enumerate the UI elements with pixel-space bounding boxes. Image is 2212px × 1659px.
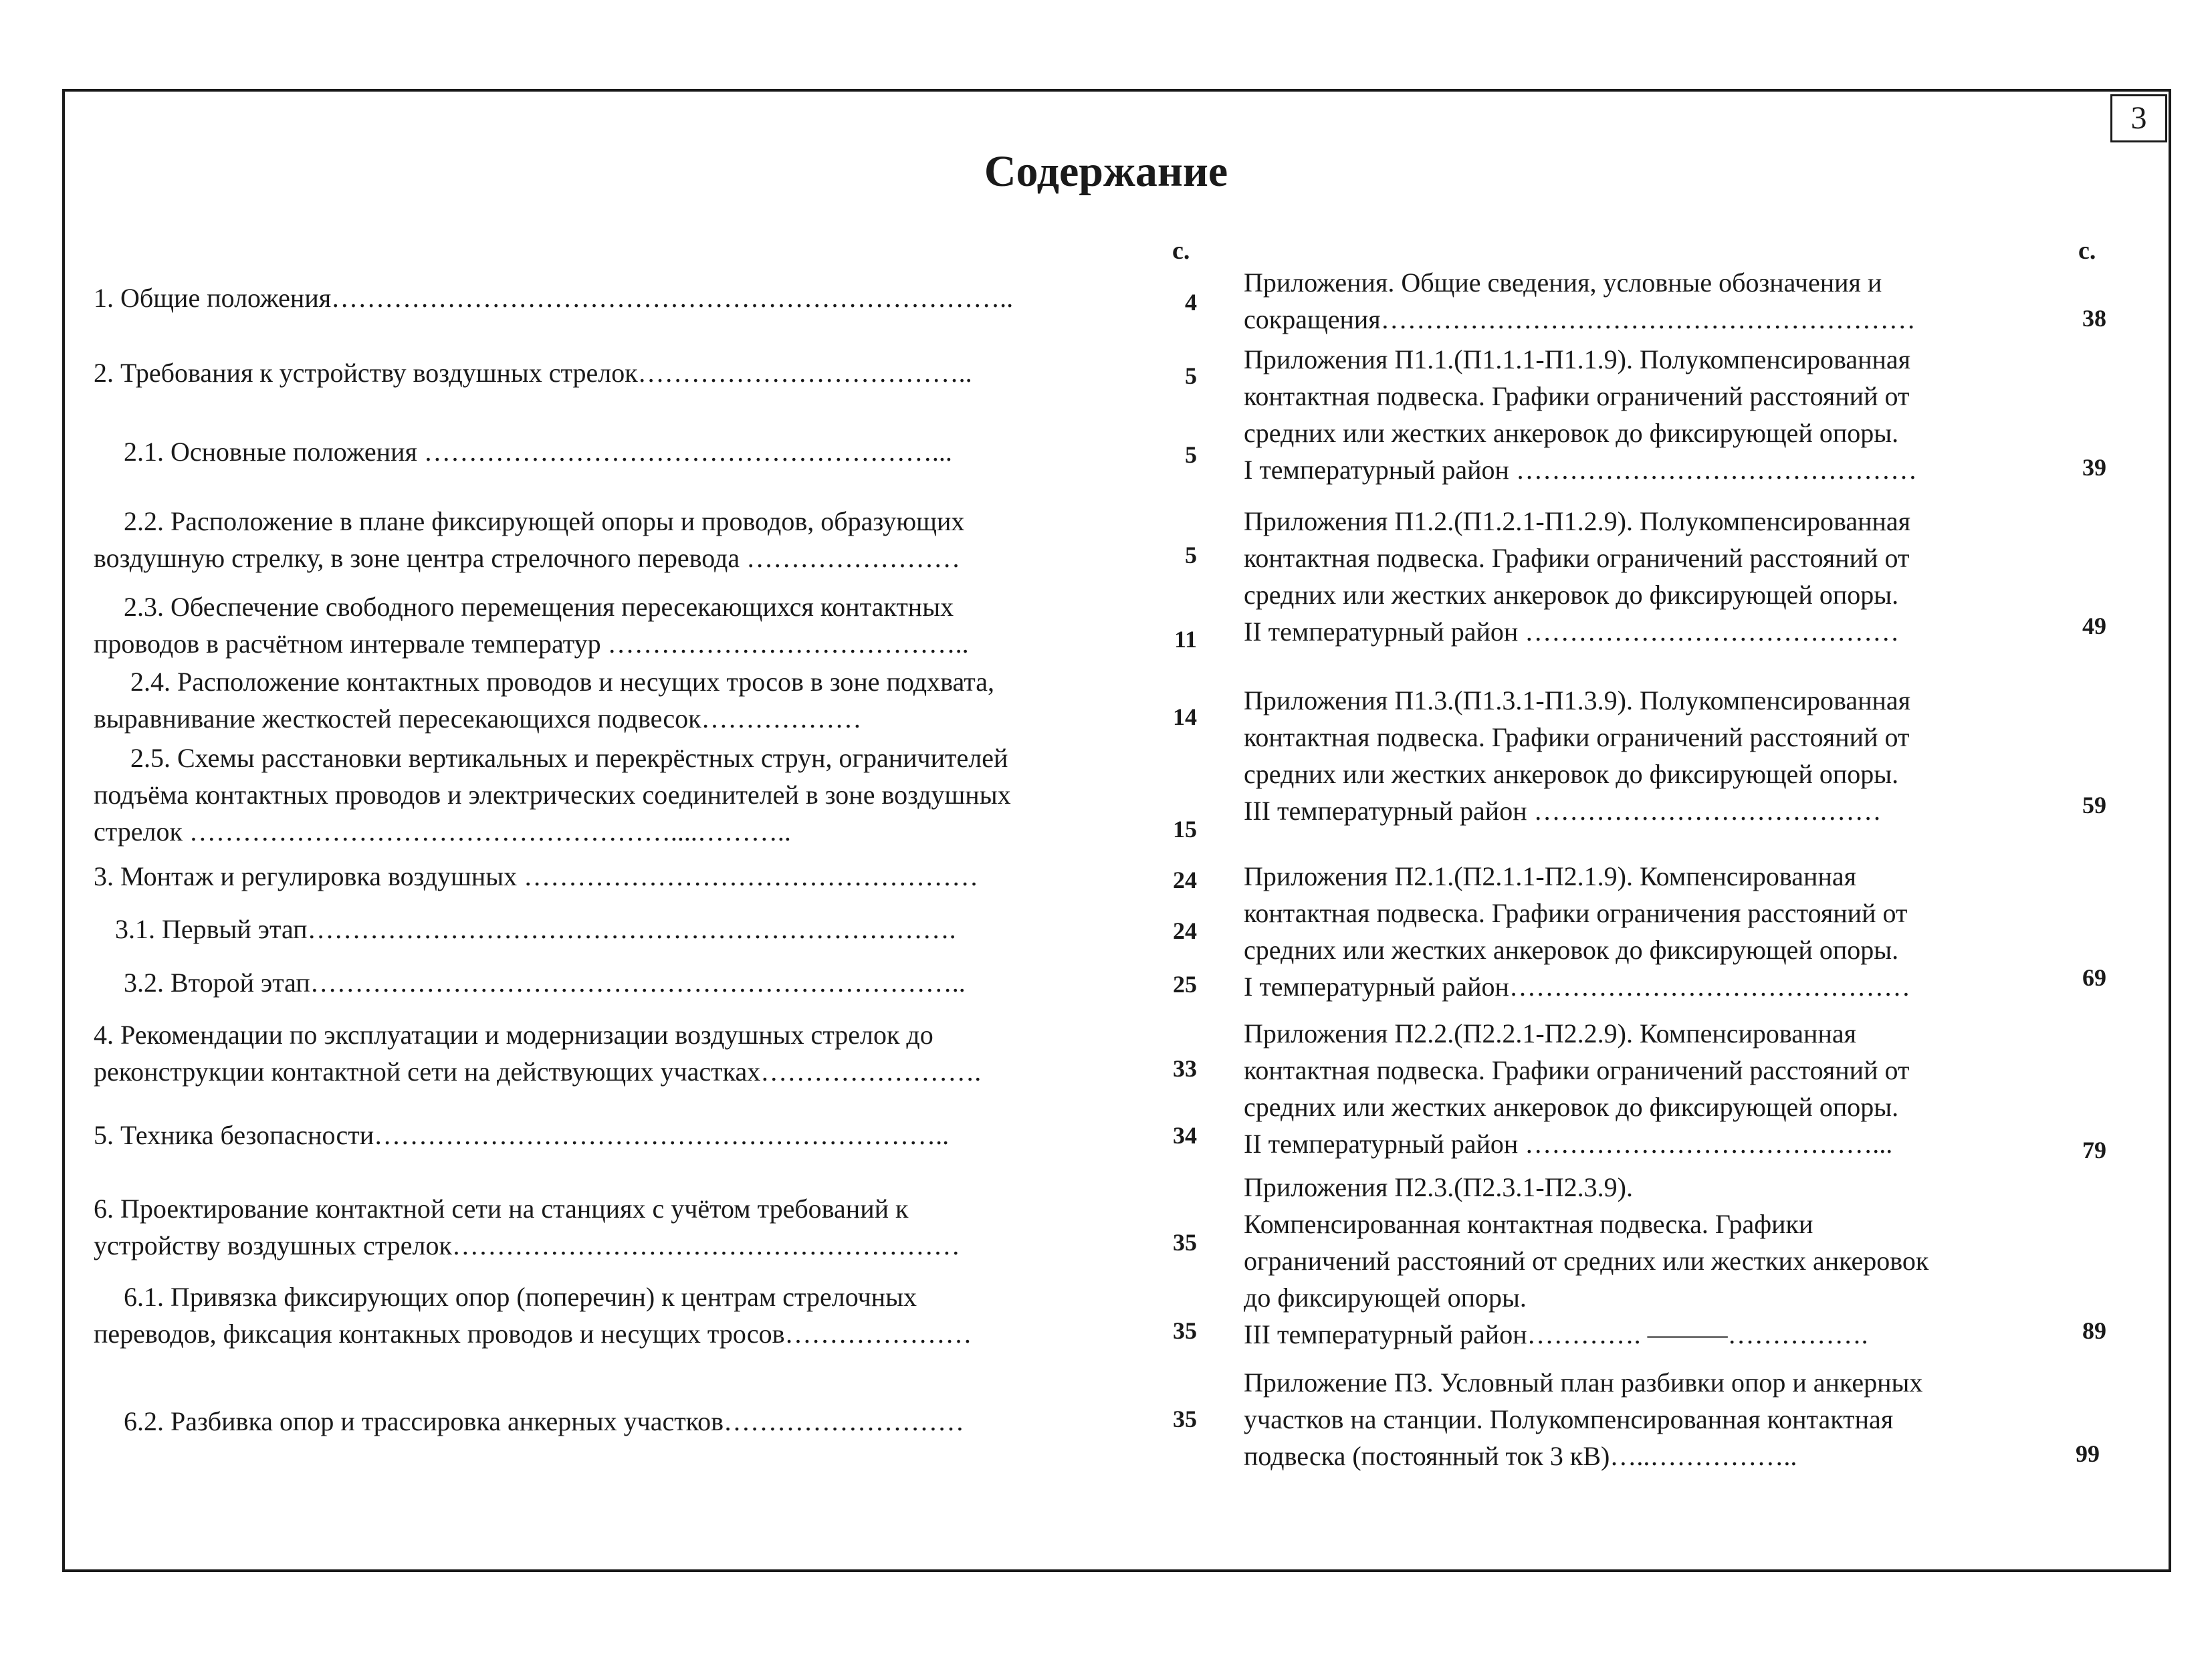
- toc-entry-page: 11: [1174, 626, 1197, 653]
- toc-entry-page: 5: [1185, 362, 1197, 389]
- toc-entry-page: 35: [1173, 1317, 1197, 1344]
- toc-entry-text: реконструкции контактной сети на действующих участках…………………….: [94, 1057, 982, 1087]
- toc-entry-page: 59: [2082, 792, 2106, 818]
- toc-entry-text: контактная подвеска. Графики ограничений расстояний от: [1244, 1055, 1910, 1085]
- toc-entry-text: III температурный район …………………………………: [1244, 796, 1882, 826]
- toc-entry-text: воздушную стрелку, в зоне центра стрелочного перевода ……………………: [94, 543, 961, 573]
- toc-entry-text: сокращения……………………………………………………: [1244, 304, 1916, 334]
- toc-entry-page: 15: [1173, 816, 1197, 843]
- toc-entry[interactable]: [124, 1403, 964, 1440]
- toc-entry[interactable]: [1244, 503, 1910, 650]
- toc-entry-text: Приложение П3. Условный план разбивки опор и анкерных: [1244, 1367, 1923, 1398]
- toc-entry[interactable]: [94, 503, 964, 576]
- toc-entry-text: 2.5. Схемы расстановки вертикальных и перекрёстных струн, ограничителей: [130, 743, 1008, 773]
- toc-entry[interactable]: [94, 858, 978, 895]
- toc-entry-text: проводов в расчётном интервале температур …………………………………..: [94, 629, 969, 659]
- toc-entry-text: Приложения П2.1.(П2.1.1-П2.1.9). Компенсированная: [1244, 861, 1856, 891]
- toc-entry-text: Приложения. Общие сведения, условные обозначения и: [1244, 267, 1882, 298]
- toc-entry[interactable]: [94, 354, 972, 391]
- toc-entry[interactable]: [115, 911, 956, 948]
- toc-entry-text: контактная подвеска. Графики ограничений расстояний от: [1244, 722, 1910, 752]
- toc-entry-page: 5: [1185, 441, 1197, 468]
- toc-entry-text: 6.1. Привязка фиксирующих опор (поперечин) к центрам стрелочных: [124, 1282, 917, 1312]
- toc-entry-text: ограничений расстояний от средних или жестких анкеровок: [1244, 1246, 1929, 1276]
- toc-entry-text: 2.1. Основные положения …………………………………………………...: [124, 437, 952, 467]
- toc-entry-page: 69: [2082, 964, 2106, 991]
- toc-entry-page: 89: [2082, 1317, 2106, 1344]
- toc-entry-text: 3. Монтаж и регулировка воздушных ……………………………………………: [94, 861, 979, 891]
- toc-entry-text: 2. Требования к устройству воздушных стрелок………………………………..: [94, 358, 972, 388]
- toc-entry-page: 24: [1173, 867, 1197, 893]
- toc-entry-page: 34: [1173, 1122, 1197, 1149]
- toc-entry-text: средних или жестких анкеровок до фиксирующей опоры.: [1244, 580, 1899, 610]
- toc-entry-text: подъёма контактных проводов и электрических соединителей в зоне воздушных: [94, 780, 1011, 810]
- toc-entry-text: I температурный район ………………………………………: [1244, 455, 1917, 485]
- toc-entry[interactable]: [94, 1190, 960, 1264]
- toc-entry-text: контактная подвеска. Графики ограничений расстояний от: [1244, 543, 1910, 573]
- toc-entry-page: 5: [1185, 542, 1197, 568]
- toc-entry-text: 2.4. Расположение контактных проводов и несущих тросов в зоне подхвата,: [130, 667, 994, 697]
- toc-entry[interactable]: [1244, 1364, 1922, 1474]
- toc-entry-text: 1. Общие положения…………………………………………………………………..: [94, 283, 1014, 313]
- toc-entry-text: 2.2. Расположение в плане фиксирующей опоры и проводов, образующих: [124, 506, 965, 536]
- toc-entry[interactable]: [1244, 1015, 1909, 1162]
- toc-entry-text: контактная подвеска. Графики ограничения расстояний от: [1244, 898, 1908, 928]
- toc-entry-text: до фиксирующей опоры.: [1244, 1283, 1527, 1313]
- toc-entry[interactable]: [124, 964, 966, 1001]
- toc-entry[interactable]: [94, 663, 994, 737]
- toc-entry-text: средних или жестких анкеровок до фиксирующей опоры.: [1244, 935, 1899, 965]
- toc-entry-page: 25: [1173, 971, 1197, 998]
- toc-entry-text: подвеска (постоянный ток 3 кВ)…..……………..: [1244, 1441, 1797, 1471]
- page-number: 3: [2110, 94, 2167, 142]
- toc-entry-text: Приложения П1.3.(П1.3.1-П1.3.9). Полукомпенсированная: [1244, 685, 1911, 715]
- toc-entry-page: 39: [2082, 454, 2106, 481]
- toc-entry-text: 3.2. Второй этап………………………………………………………………..: [124, 968, 966, 998]
- toc-entry-text: III температурный район…………. ———…………….: [1244, 1319, 1868, 1349]
- toc-entry[interactable]: [94, 280, 1013, 316]
- toc-entry-text: средних или жестких анкеровок до фиксирующей опоры.: [1244, 1092, 1899, 1122]
- toc-entry[interactable]: [1244, 264, 1916, 338]
- toc-entry[interactable]: [1244, 1169, 1928, 1353]
- toc-entry-text: 4. Рекомендации по эксплуатации и модернизации воздушных стрелок до: [94, 1020, 933, 1050]
- toc-entry-text: 3.1. Первый этап……………………………………………………………….: [115, 914, 956, 944]
- toc-entry[interactable]: [124, 433, 952, 470]
- toc-entry[interactable]: [94, 1016, 981, 1090]
- toc-entry-page: 99: [2076, 1440, 2100, 1467]
- toc-entry-text: Компенсированная контактная подвеска. Графики: [1244, 1209, 1813, 1239]
- toc-entry-text: контактная подвеска. Графики ограничений расстояний от: [1244, 381, 1910, 411]
- toc-entry-page: 35: [1173, 1406, 1197, 1432]
- toc-entry-text: средних или жестких анкеровок до фиксирующей опоры.: [1244, 759, 1899, 789]
- toc-entry[interactable]: [94, 1117, 949, 1153]
- toc-entry[interactable]: [1244, 682, 1910, 829]
- toc-entry-page: 38: [2082, 305, 2106, 332]
- right-column-page-label: с.: [2078, 237, 2096, 265]
- toc-entry-text: Приложения П2.3.(П2.3.1-П2.3.9).: [1244, 1172, 1633, 1202]
- toc-entry-text: переводов, фиксация контакных проводов и несущих тросов…………………: [94, 1319, 972, 1349]
- toc-entry[interactable]: [1244, 341, 1917, 488]
- toc-entry-text: 6. Проектирование контактной сети на станциях с учётом требований к: [94, 1194, 909, 1224]
- toc-entry[interactable]: [94, 588, 969, 662]
- toc-entry[interactable]: [94, 740, 1011, 850]
- toc-entry-text: 2.3. Обеспечение свободного перемещения пересекающихся контактных: [124, 592, 954, 622]
- toc-entry-text: Приложения П1.2.(П1.2.1-П1.2.9). Полукомпенсированная: [1244, 506, 1911, 536]
- toc-entry-text: I температурный район………………………………………: [1244, 972, 1910, 1002]
- toc-entry-text: II температурный район …………………………………...: [1244, 1129, 1893, 1159]
- toc-entry[interactable]: [94, 1279, 972, 1352]
- toc-entry-text: участков на станции. Полукомпенсированная контактная: [1244, 1404, 1894, 1434]
- toc-entry-text: 5. Техника безопасности………………………………………………………..: [94, 1120, 950, 1150]
- toc-entry-text: Приложения П1.1.(П1.1.1-П1.1.9). Полукомпенсированная: [1244, 344, 1911, 374]
- toc-entry[interactable]: [1244, 858, 1910, 1005]
- toc-entry-page: 4: [1185, 289, 1197, 316]
- left-column-page-label: с.: [1172, 237, 1190, 265]
- toc-entry-page: 24: [1173, 917, 1197, 944]
- toc-entry-text: Приложения П2.2.(П2.2.1-П2.2.9). Компенсированная: [1244, 1018, 1856, 1048]
- toc-entry-text: средних или жестких анкеровок до фиксирующей опоры.: [1244, 418, 1899, 448]
- toc-entry-text: устройству воздушных стрелок…………………………………………………: [94, 1230, 960, 1260]
- toc-entry-page: 14: [1173, 703, 1197, 730]
- toc-entry-text: выравнивание жесткостей пересекающихся подвесок………………: [94, 703, 862, 734]
- toc-entry-page: 33: [1173, 1055, 1197, 1082]
- toc-entry-page: 79: [2082, 1137, 2106, 1164]
- toc-entry-page: 35: [1173, 1229, 1197, 1256]
- toc-entry-text: 6.2. Разбивка опор и трассировка анкерных участков………………………: [124, 1406, 964, 1436]
- toc-entry-page: 49: [2082, 613, 2106, 639]
- page-title: Содержание: [984, 147, 1228, 196]
- toc-entry-text: стрелок ………………………………………………....………..: [94, 816, 791, 847]
- toc-entry-text: II температурный район ……………………………………: [1244, 617, 1900, 647]
